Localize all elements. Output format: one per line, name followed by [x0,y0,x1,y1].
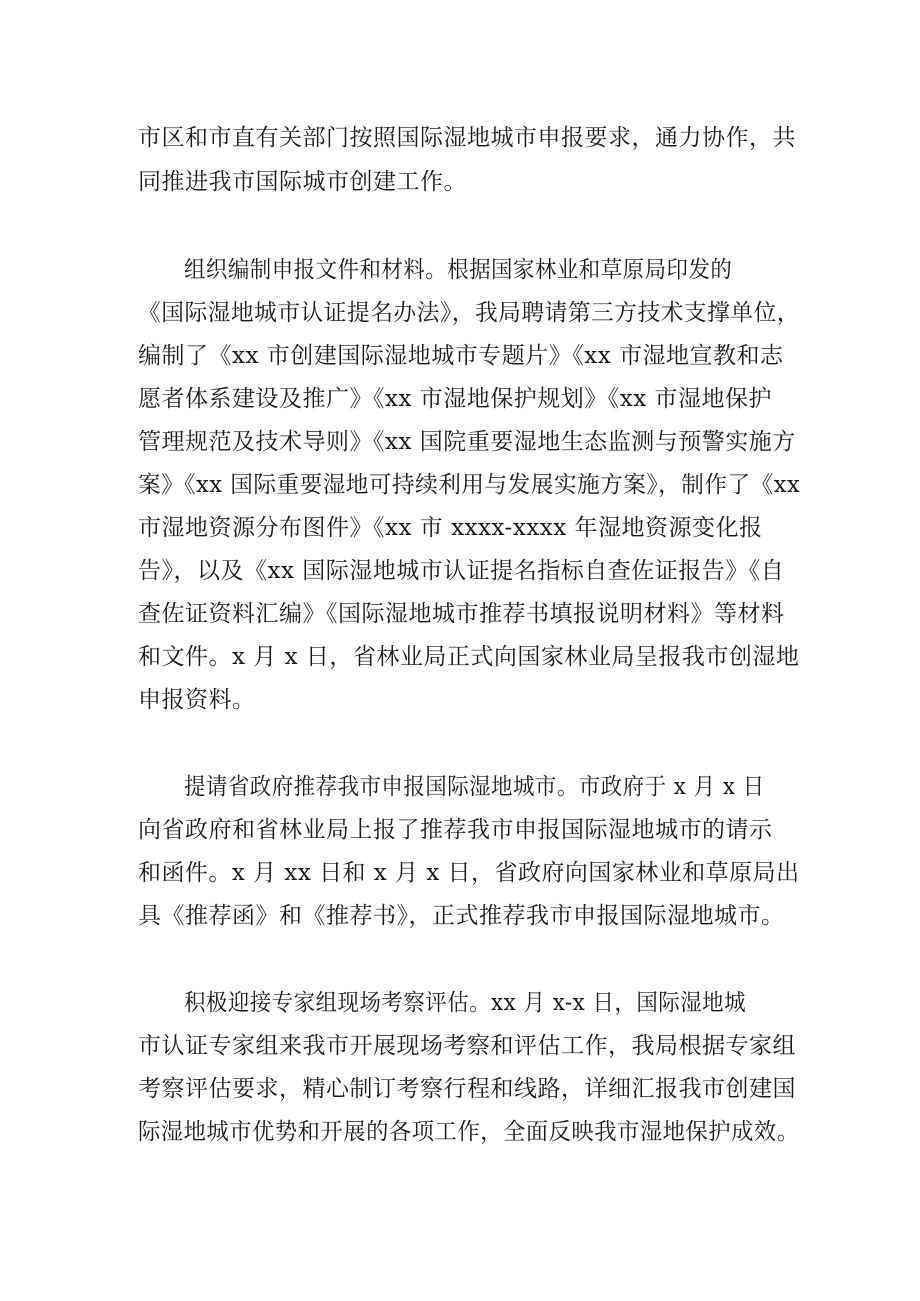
paragraph-2-line-5: 管理规范及技术导则》《xx 国院重要湿地生态监测与预警实施方 [138,429,796,455]
paragraph-2-line-8: 告》，以及《xx 国际湿地城市认证提名指标自查佐证报告》《自 [138,558,785,584]
paragraph-3-line-1: 提请省政府推荐我市申报国际湿地城市。市政府于 x 月 x 日 [184,774,765,800]
paragraph-1-line-1: 市区和市直有关部门按照国际湿地城市申报要求，通力协作，共 [138,125,796,151]
paragraph-3-line-2: 向省政府和省林业局上报了推荐我市申报国际湿地城市的请示 [138,817,773,843]
paragraph-4-line-4: 际湿地城市优势和开展的各项工作，全面反映我市湿地保护成效。 [138,1119,800,1145]
paragraph-3-line-3: 和函件。x 月 xx 日和 x 月 x 日，省政府向国家林业和草原局出 [138,860,800,886]
paragraph-2-line-9: 查佐证资料汇编》《国际湿地城市推荐书填报说明材料》等材料 [138,601,785,627]
paragraph-2-line-7: 市湿地资源分布图件》《xx 市 xxxx-xxxx 年湿地资源变化报 [138,515,763,541]
paragraph-3-line-4: 具《推荐函》和《推荐书》，正式推荐我市申报国际湿地城市。 [138,903,785,929]
paragraph-2-line-3: 编制了《xx 市创建国际湿地城市专题片》《xx 市湿地宣教和志 [138,343,784,369]
paragraph-4-line-3: 考察评估要求，精心制订考察行程和线路，详细汇报我市创建国 [138,1076,796,1102]
paragraph-1-line-2: 同推进我市国际城市创建工作。 [138,169,467,195]
paragraph-2-line-6: 案》《xx 国际重要湿地可持续利用与发展实施方案》，制作了《xx [138,472,801,498]
paragraph-2-line-10: 和文件。x 月 x 日，省林业局正式向国家林业局呈报我市创湿地 [138,644,800,670]
paragraph-2-line-11: 申报资料。 [138,687,256,713]
paragraph-2-line-2: 《国际湿地城市认证提名办法》，我局聘请第三方技术支撑单位， [138,300,801,326]
paragraph-4-line-2: 市认证专家组来我市开展现场考察和评估工作，我局根据专家组 [138,1033,796,1059]
paragraph-4-line-1: 积极迎接专家组现场考察评估。xx 月 x-x 日，国际湿地城 [184,990,747,1016]
paragraph-2-line-1: 组织编制申报文件和材料。根据国家林业和草原局印发的 [184,257,733,283]
paragraph-2-line-4: 愿者体系建设及推广》《xx 市湿地保护规划》《xx 市湿地保护 [138,386,773,412]
